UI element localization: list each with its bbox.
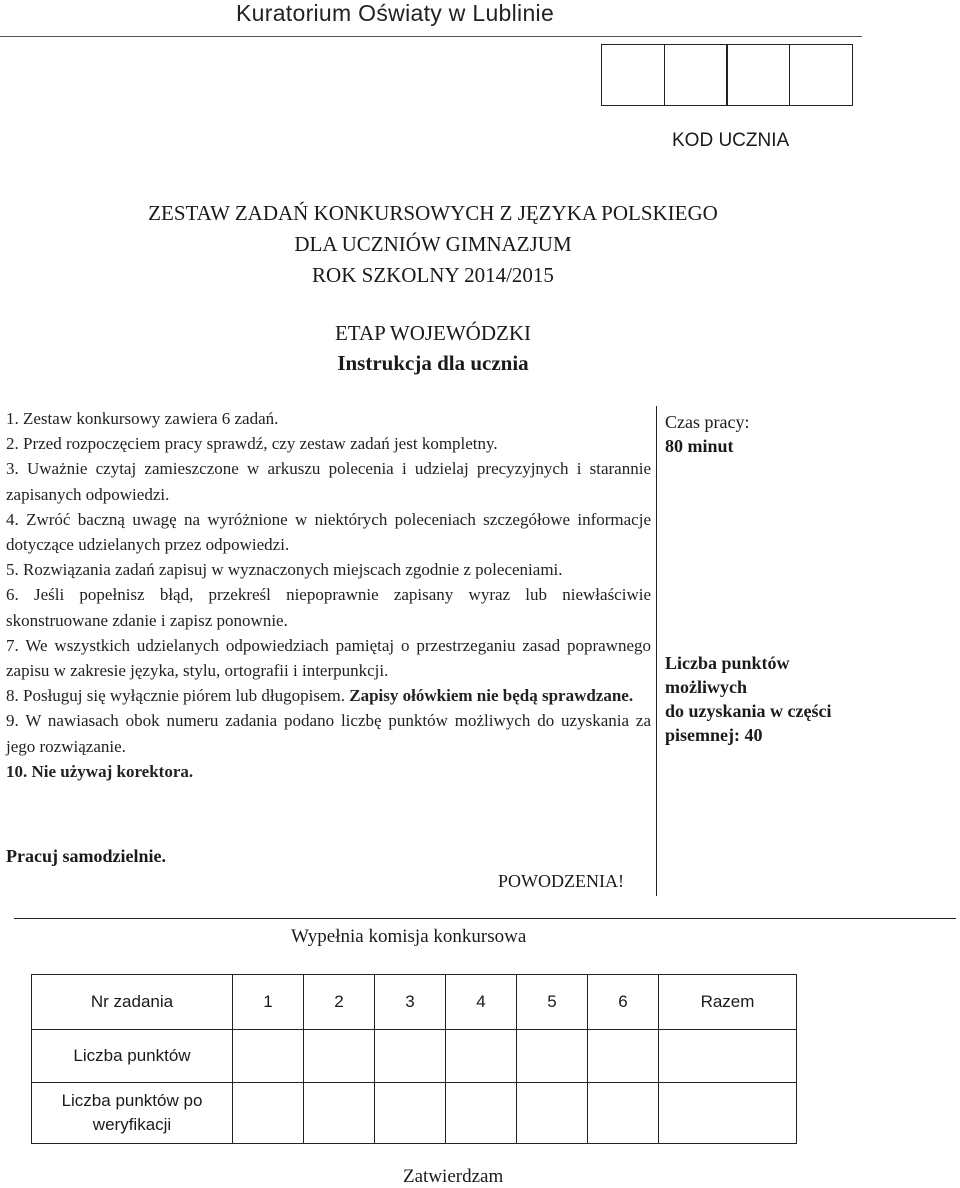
task-number-3: 3 [375,975,446,1030]
score-table-row [32,1083,797,1144]
score-table-header-row [32,975,797,1030]
instruction-item-9: 9. W nawiasach obok numeru zadania podano liczbę punktów możliwych do uzyskania za jego rozwiązanie. [6,711,651,756]
instructions-list [6,406,651,784]
max-points-line-4: pisemnej: 40 [665,725,763,745]
points-cell-2[interactable] [304,1030,375,1083]
section-divider [14,918,956,919]
verified-points-cell-6[interactable] [588,1083,659,1144]
verified-points-cell-1[interactable] [233,1083,304,1144]
instruction-item-3: 3. Uważnie czytaj zamieszczone w arkuszu polecenia i udzielaj precyzyjnych i starannie zapisanych odpowiedzi. [6,459,651,504]
good-luck-note: POWODZENIA! [498,871,624,891]
instruction-item-2: 2. Przed rozpoczęciem pracy sprawdź, czy zestaw zadań jest kompletny. [6,434,498,454]
verified-points-cell-3[interactable] [375,1083,446,1144]
page-header-title: Kuratorium Oświaty w Lublinie [236,0,555,26]
instruction-item-7: 7. We wszystkich udzielanych odpowiedziach pamiętaj o przestrzeganiu zasad poprawnego zapisu w zakresie języka, stylu, ortografii i interpunkcji. [6,635,651,681]
points-cell-4[interactable] [446,1030,517,1083]
stage-heading [0,318,866,378]
instruction-item-5: 5. Rozwiązania zadań zapisuj w wyznaczonych miejscach zgodnie z poleceniami. [6,560,563,580]
points-cell-5[interactable] [517,1030,588,1083]
score-table [31,974,797,1144]
student-code-label: KOD UCZNIA [672,130,790,151]
task-number-5: 5 [517,975,588,1030]
instructions-heading: Instrukcja dla ucznia [337,351,529,375]
verified-points-cell-2[interactable] [304,1083,375,1144]
verified-points-total-cell[interactable] [659,1083,797,1144]
task-number-1: 1 [233,975,304,1030]
student-code-box-1[interactable] [601,44,665,106]
max-points-line-1: Liczba punktów [665,653,790,673]
work-alone-note: Pracuj samodzielnie. [6,846,166,866]
max-points-line-2: możliwych [665,677,747,697]
points-total-cell[interactable] [659,1030,797,1083]
committee-fill-label: Wypełnia komisja konkursowa [291,926,527,947]
points-cell-1[interactable] [233,1030,304,1083]
task-number-4: 4 [446,975,517,1030]
instruction-item-8 [6,683,651,708]
title-line-2: DLA UCZNIÓW GIMNAZJUM [294,232,572,256]
task-number-6: 6 [588,975,659,1030]
work-time-info [665,410,749,458]
score-table-row [32,1030,797,1083]
student-code-box-2[interactable] [664,44,728,106]
title-line-3: ROK SZKOLNY 2014/2015 [312,263,554,287]
verified-points-cell-4[interactable] [446,1083,517,1144]
instruction-item-4: 4. Zwróć baczną uwagę na wyróżnione w niektórych poleceniach szczegółowe informacje dotyczące udzielanych przez odpowiedzi. [6,509,651,555]
document-title [0,198,866,291]
verified-points-row-label: Liczba punktów po weryfikacji [32,1083,233,1144]
score-table-header-label: Nr zadania [32,975,233,1030]
verified-points-cell-5[interactable] [517,1083,588,1144]
work-time-value: 80 minut [665,436,734,456]
points-cell-6[interactable] [588,1030,659,1083]
work-time-label: Czas pracy: [665,412,750,432]
student-code-box-3[interactable] [726,44,790,106]
header-divider [0,36,862,37]
points-cell-3[interactable] [375,1030,446,1083]
instruction-item-1: 1. Zestaw konkursowy zawiera 6 zadań. [6,409,279,428]
title-line-1: ZESTAW ZADAŃ KONKURSOWYCH Z JĘZYKA POLSKIEGO [148,201,718,225]
instruction-item-8-text: 8. Posługuj się wyłącznie piórem lub długopisem. [6,686,350,706]
points-row-label: Liczba punktów [32,1030,233,1083]
sidebar-divider [656,406,657,896]
stage-name: ETAP WOJEWÓDZKI [334,321,532,345]
max-points-info [665,651,832,747]
instruction-item-8-emphasis: Zapisy ołówkiem nie będą sprawdzane. [349,686,634,706]
student-code-box-4[interactable] [789,44,853,106]
max-points-line-3: do uzyskania w części [665,701,832,721]
instruction-item-6: 6. Jeśli popełnisz błąd, przekreśl niepoprawnie zapisany wyraz lub niewłaściwie skonstruowane zdanie i zapisz ponownie. [6,585,651,630]
task-number-2: 2 [304,975,375,1030]
score-total-header: Razem [659,975,797,1030]
instruction-item-10: 10. Nie używaj korektora. [6,761,194,781]
approval-label: Zatwierdzam [403,1166,504,1187]
student-code-boxes [601,44,851,106]
